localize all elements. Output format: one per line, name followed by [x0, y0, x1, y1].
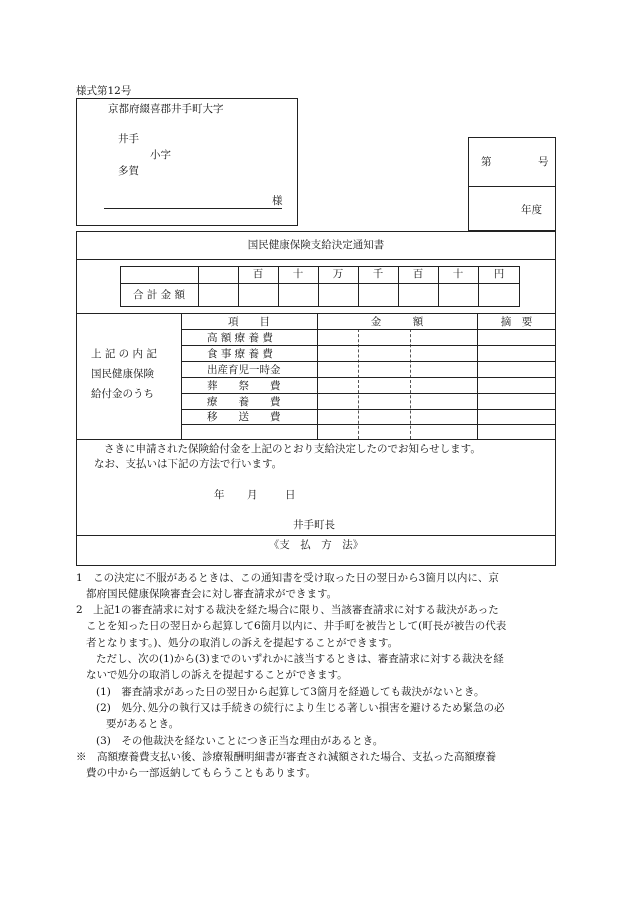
address-ide: 井手 [118, 133, 139, 145]
footnote-kome-b: 費の中から一部返納してもらうこともあります。 [86, 767, 317, 779]
footnote-2c: 者となります。)、処分の取消しの訴えを提起することができます。 [86, 637, 399, 649]
issuer: 井手町長 [293, 519, 335, 531]
date-year: 年 [214, 489, 225, 501]
footnote-sub-3: (3) その他裁決を経ないことにつき正当な理由があるとき。 [96, 735, 384, 747]
date-month: 月 [247, 489, 258, 501]
notice-line2: なお、支払いは下記の方法で行います。 [94, 458, 283, 470]
unit-juu-2: 十 [452, 268, 464, 280]
footnote-2b: ことを知った日の翌日から起算して6箇月以内に、井手町を被告として(町長が被告の代表 [86, 620, 507, 632]
unit-en: 円 [493, 268, 505, 280]
number-box [468, 137, 556, 231]
side-label-1: 上 記 の 内 記 [91, 348, 157, 360]
item-kougaku: 高 額 療 養 費 [207, 332, 273, 344]
unit-hyaku-2: 百 [412, 268, 424, 280]
dai-label: 第 [481, 156, 492, 168]
gou-label: 号 [538, 156, 549, 168]
address-box [76, 98, 298, 226]
unit-hyaku-1: 百 [252, 268, 264, 280]
footnote-2e: ないで処分の取消しの訴えを提起することができます。 [86, 669, 348, 681]
item-ryouyou: 療 養 費 [207, 396, 281, 408]
footnote-sub-1: (1) 審査請求があった日の翌日から起算して3箇月を経過しても裁決がないとき。 [96, 686, 485, 698]
header-amount: 金 額 [370, 316, 424, 328]
footnote-2d: ただし、次の(1)から(3)までのいずれかに該当するときは、審査請求に対する裁決を経 [96, 653, 504, 665]
notice-line1: さきに申請された保険給付金を上記のとおり支給決定したのでお知らせします。 [104, 443, 481, 455]
address-taga: 多賀 [118, 165, 139, 177]
item-isou: 移 送 費 [207, 411, 281, 423]
form-title: 国民健康保険支給決定通知書 [247, 239, 385, 251]
nendo-label: 年度 [521, 204, 542, 216]
address-sama: 様 [272, 195, 283, 207]
unit-man: 万 [332, 268, 344, 280]
form-number: 様式第12号 [76, 85, 132, 97]
footnote-1a: 1 この決定に不服があるときは、この通知書を受け取った日の翌日から3箇月以内に、京 [76, 572, 499, 584]
footnote-kome-a: ※ 高額療養費支払い後、診療報酬明細書が審査され減額された場合、支払った高額療養 [76, 751, 496, 763]
item-shokuji: 食 事 療 養 費 [207, 348, 273, 360]
unit-juu-1: 十 [292, 268, 304, 280]
payment-method-label: 《支 払 方 法》 [268, 539, 364, 551]
footnote-2a: 2 上記1の審査請求に対する裁決を経た場合に限り、当該審査請求に対する裁決があった [76, 604, 499, 616]
address-line1: 京都府綴喜郡井手町大字 [108, 103, 224, 115]
address-koaza: 小字 [150, 149, 171, 161]
side-label-2: 国民健康保険 [91, 368, 154, 380]
name-underline [104, 208, 282, 209]
item-sousai: 葬 祭 費 [207, 380, 281, 392]
date-day: 日 [285, 489, 296, 501]
footnote-sub-2a: (2) 処分､処分の執行又は手続きの続行により生じる著しい損害を避けるため緊急の必 [96, 702, 505, 714]
footnote-1b: 都府国民健康保険審査会に対し審査請求ができます。 [86, 588, 338, 600]
side-label-3: 給付金のうち [91, 388, 154, 400]
header-item: 項 目 [228, 316, 270, 328]
unit-sen: 千 [372, 268, 384, 280]
footnote-sub-2b: 要があるとき。 [106, 718, 180, 730]
item-shussan: 出産育児一時金 [207, 364, 281, 376]
header-remarks: 摘 要 [500, 316, 533, 328]
total-amount-label: 合 計 金 額 [132, 289, 185, 301]
